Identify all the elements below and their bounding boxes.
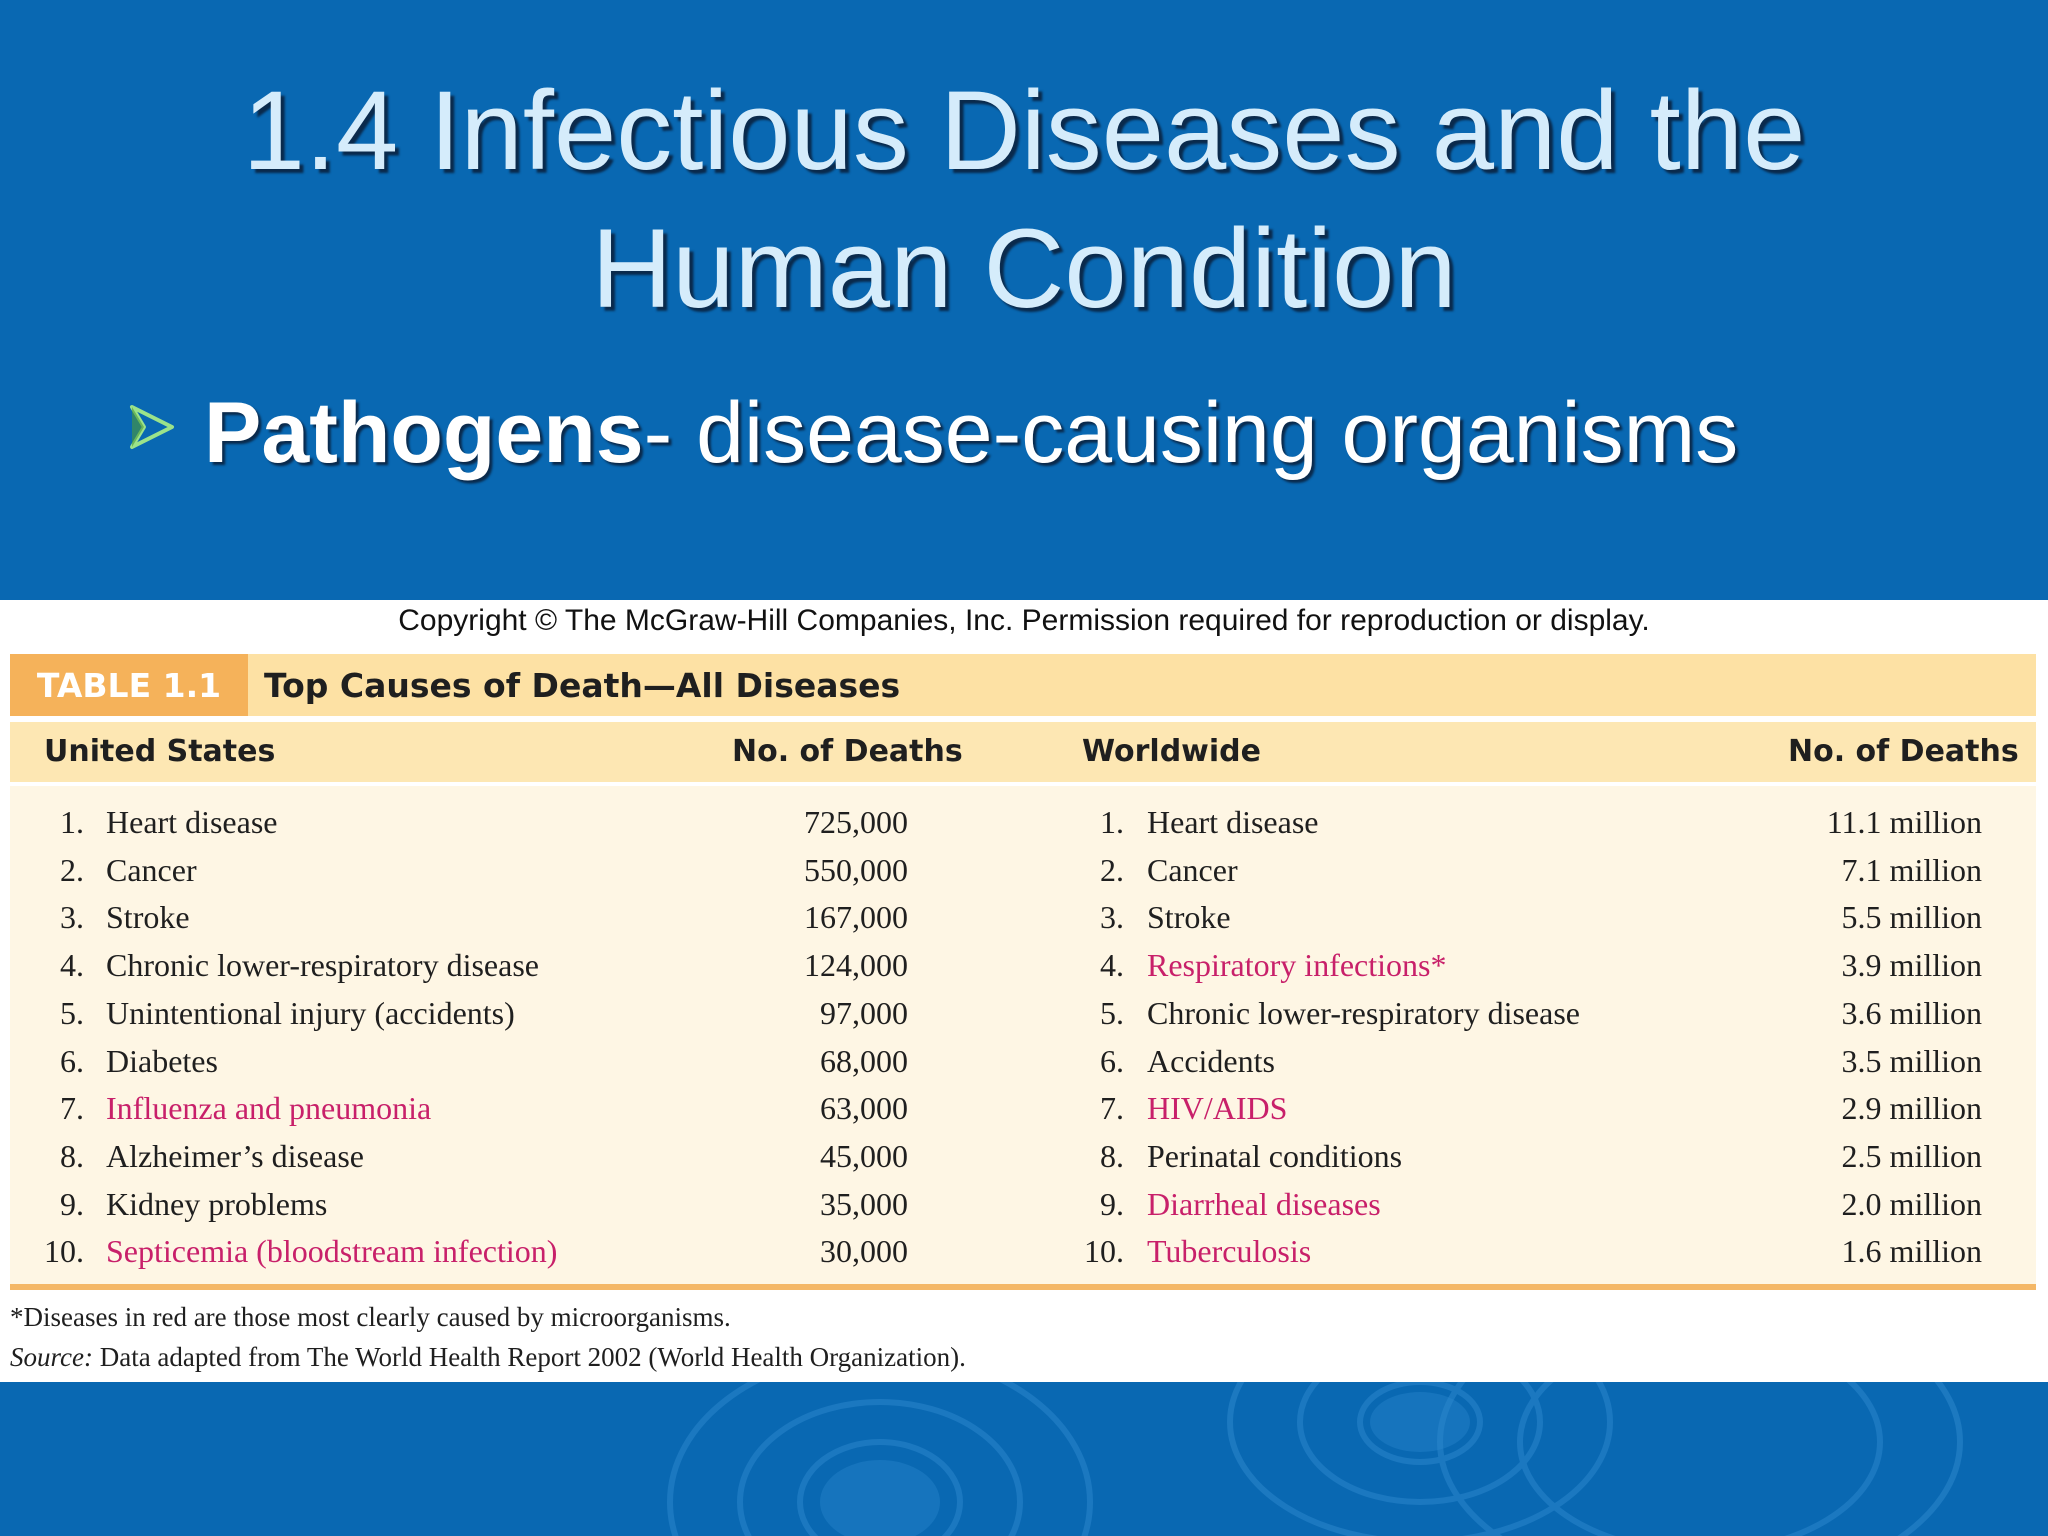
row-number-worldwide: 7. <box>1100 1090 1124 1127</box>
slide-title <box>0 62 2048 338</box>
us-cause: Cancer <box>106 851 197 888</box>
us-cause: Kidney problems <box>106 1185 328 1222</box>
row-number-worldwide: 2. <box>1100 851 1124 888</box>
column-headers <box>10 722 2036 782</box>
table-body <box>10 786 2036 1290</box>
bullet-term: Pathogens <box>204 384 644 481</box>
row-number-worldwide: 1. <box>1100 804 1124 840</box>
worldwide-death-count: 11.1 million <box>1826 804 1982 840</box>
us-cause: Heart disease <box>106 804 278 840</box>
bullet-point <box>128 378 1738 488</box>
source-text: Data adapted from The World Health Report 2002 (World Health Organization). <box>92 1342 966 1372</box>
us-death-count: 550,000 <box>804 851 908 888</box>
row-number-us: 3. <box>60 899 84 936</box>
us-death-count: 167,000 <box>804 899 908 936</box>
table-row <box>10 1134 2036 1182</box>
table-title: Top Causes of Death—All Diseases <box>264 665 901 705</box>
worldwide-death-count: 3.9 million <box>1841 947 1982 984</box>
table-source <box>10 1342 966 1373</box>
column-header-worldwide: Worldwide <box>1082 734 1262 769</box>
row-number-worldwide: 9. <box>1100 1185 1124 1222</box>
us-cause: Septicemia (bloodstream infection) <box>106 1233 558 1270</box>
bullet-definition: - disease-causing organisms <box>643 384 1739 481</box>
column-header-us-deaths: No. of Deaths <box>732 734 963 769</box>
column-header-us: United States <box>44 734 276 769</box>
row-number-us: 2. <box>60 851 84 888</box>
us-cause: Unintentional injury (accidents) <box>106 994 515 1031</box>
table-row <box>10 1182 2036 1230</box>
table-header <box>10 654 2036 716</box>
slide-title-line-2: Human Condition <box>591 206 1457 331</box>
worldwide-death-count: 3.5 million <box>1841 1042 1982 1079</box>
table-row <box>10 943 2036 991</box>
worldwide-death-count: 2.0 million <box>1841 1185 1982 1222</box>
row-number-worldwide: 8. <box>1100 1137 1124 1174</box>
worldwide-death-count: 7.1 million <box>1841 851 1982 888</box>
row-number-us: 5. <box>60 994 84 1031</box>
table-row <box>10 991 2036 1039</box>
us-cause: Influenza and pneumonia <box>106 1090 432 1127</box>
row-number-worldwide: 4. <box>1100 947 1124 984</box>
us-cause: Alzheimer’s disease <box>106 1137 364 1174</box>
worldwide-cause: Stroke <box>1147 899 1231 936</box>
worldwide-cause: Heart disease <box>1147 804 1319 840</box>
table-row <box>10 1086 2036 1134</box>
worldwide-cause: Respiratory infections* <box>1147 947 1447 984</box>
us-death-count: 68,000 <box>820 1042 908 1079</box>
arrowhead-bullet-icon <box>128 403 176 451</box>
row-number-worldwide: 3. <box>1100 899 1124 936</box>
worldwide-cause: Accidents <box>1147 1042 1275 1079</box>
us-death-count: 725,000 <box>804 804 908 840</box>
worldwide-death-count: 2.5 million <box>1841 1137 1982 1174</box>
source-label: Source: <box>10 1342 93 1372</box>
table-figure <box>0 600 2048 1382</box>
us-death-count: 124,000 <box>804 947 908 984</box>
row-number-us: 9. <box>60 1185 84 1222</box>
row-number-us: 7. <box>60 1090 84 1127</box>
us-death-count: 97,000 <box>820 994 908 1031</box>
table-row <box>10 848 2036 896</box>
us-death-count: 63,000 <box>820 1090 908 1127</box>
table-row <box>10 895 2036 943</box>
table-label-badge: TABLE 1.1 <box>10 654 248 716</box>
slide-title-line-1: 1.4 Infectious Diseases and the <box>242 68 1806 193</box>
row-number-us: 1. <box>60 804 84 840</box>
us-cause: Chronic lower-respiratory disease <box>106 947 539 984</box>
worldwide-death-count: 5.5 million <box>1841 899 1982 936</box>
copyright-notice: Copyright © The McGraw-Hill Companies, Inc. Permission required for reproduction or display. <box>398 604 1650 637</box>
us-death-count: 35,000 <box>820 1185 908 1222</box>
worldwide-cause: Perinatal conditions <box>1147 1137 1403 1174</box>
worldwide-death-count: 1.6 million <box>1841 1233 1982 1270</box>
row-number-us: 10. <box>44 1233 84 1270</box>
worldwide-cause: Cancer <box>1147 851 1238 888</box>
worldwide-cause: Diarrheal diseases <box>1147 1185 1381 1222</box>
row-number-worldwide: 5. <box>1100 994 1124 1031</box>
row-number-worldwide: 10. <box>1084 1233 1124 1270</box>
row-number-worldwide: 6. <box>1100 1042 1124 1079</box>
worldwide-death-count: 2.9 million <box>1841 1090 1982 1127</box>
table-row <box>10 800 2036 848</box>
us-cause: Stroke <box>106 899 190 936</box>
row-number-us: 6. <box>60 1042 84 1079</box>
table-row <box>10 1229 2036 1277</box>
worldwide-cause: HIV/AIDS <box>1147 1090 1288 1127</box>
row-number-us: 8. <box>60 1137 84 1174</box>
us-cause: Diabetes <box>106 1042 218 1079</box>
us-death-count: 30,000 <box>820 1233 908 1270</box>
us-death-count: 45,000 <box>820 1137 908 1174</box>
worldwide-cause: Chronic lower-respiratory disease <box>1147 994 1580 1031</box>
column-header-world-deaths: No. of Deaths <box>1788 734 2019 769</box>
worldwide-cause: Tuberculosis <box>1147 1233 1312 1270</box>
table-row <box>10 1039 2036 1087</box>
row-number-us: 4. <box>60 947 84 984</box>
worldwide-death-count: 3.6 million <box>1841 994 1982 1031</box>
table-footnote: *Diseases in red are those most clearly caused by microorganisms. <box>10 1302 731 1332</box>
background-ripple-decoration <box>0 1382 2048 1536</box>
